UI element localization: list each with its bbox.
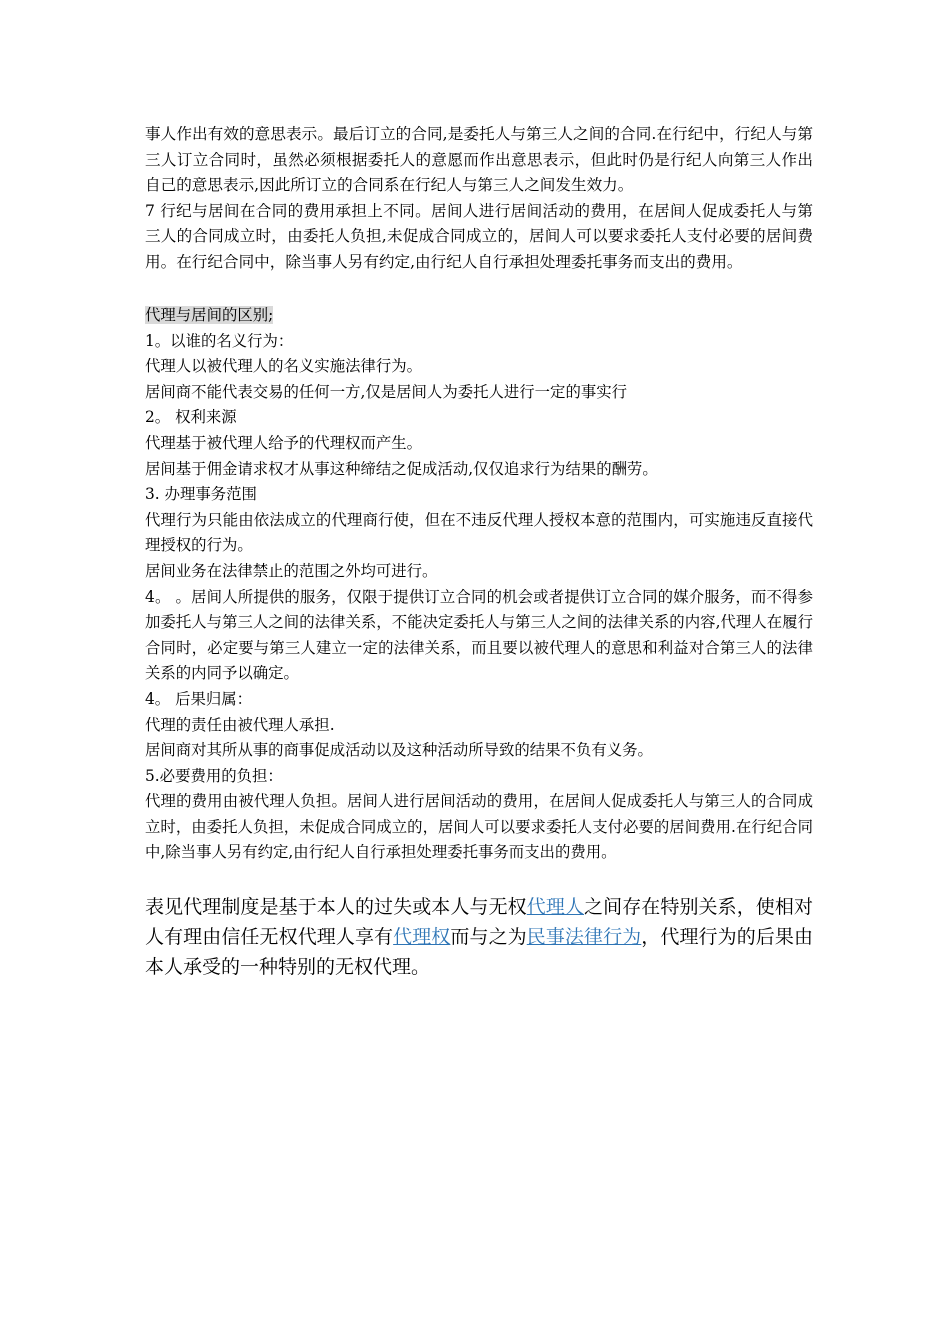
link-civil-juristic-act[interactable]: 民事法律行为 [526,926,642,949]
item-title-4: 4。 后果归属： [145,689,253,708]
intro-paragraphs [145,122,813,275]
apparent-agency-paragraph [145,892,813,982]
section-heading [145,303,813,329]
item-text: 代理的费用由被代理人负担。居间人进行居间活动的费用，在居间人促成委托人与第三人的合同成立时，由委托人负担，未促成合同成立的，居间人可以要求委托人支付必要的居间费用.在行纪合同中,除当事人另有约定,由行纪人自行承担处理委托事务而支出的费用。 [145,792,813,862]
document-page [145,122,813,982]
agency-vs-brokerage-section [145,303,813,866]
paragraph-cost-bearing: 7 行纪与居间在合同的费用承担上不同。居间人进行居间活动的费用，在居间人促成委托人与第三人的合同成立时，由委托人负担,未促成合同成立的，居间人可以要求委托人支付必要的居间费用。在行纪合同中，除当事人另有约定,由行纪人自行承担处理委托事务而支出的费用。 [145,201,813,271]
link-agent[interactable]: 代理人 [526,896,585,919]
item-text: 居间业务在法律禁止的范围之外均可进行。 [145,561,438,580]
item-title-5: 5.必要费用的负担： [145,766,283,785]
item-title-1: 1。以谁的名义行为： [145,331,294,350]
link-agency-right[interactable]: 代理权 [393,926,451,949]
item-text: 居间商对其所从事的商事促成活动以及这种活动所导致的结果不负有义务。 [145,741,653,760]
text-run: ，代理行为的后果由本人承受的一种特别的无权代理。 [145,926,813,979]
item-text: 4。 。居间人所提供的服务，仅限于提供订立合同的机会或者提供订立合同的媒介服务，而不得参加委托人与第三人之间的法律关系，不能决定委托人与第三人之间的法律关系的内容,代理人在履行合同时，必定要与第三人建立一定的法律关系，而且要以被代理人的意思和利益对合第三人的法律关系的内同予以确定。 [145,587,813,683]
item-text: 居间基于佣金请求权才从事这种缔结之促成活动,仅仅追求行为结果的酬劳。 [145,459,658,478]
item-text: 代理的责任由被代理人承担. [145,715,335,734]
item-text: 居间商不能代表交易的任何一方,仅是居间人为委托人进行一定的事实行 [145,382,628,401]
heading-highlight: 代理与居间的区别; [145,306,274,324]
item-title-2: 2。 权利来源 [145,408,237,427]
item-text: 代理人以被代理人的名义实施法律行为。 [145,357,423,376]
apparent-agency-section [145,892,813,982]
text-run: 表见代理制度是基于本人的过失或本人与无权 [145,896,527,919]
paragraph-commission-contract: 事人作出有效的意思表示。最后订立的合同,是委托人与第三人之间的合同.在行纪中，行纪人与第三人订立合同时，虽然必须根据委托人的意愿而作出意思表示，但此时仍是行纪人向第三人作出自己的意思表示,因此所订立的合同系在行纪人与第三人之间发生效力。 [145,125,813,194]
item-text: 代理行为只能由依法成立的代理商行使，但在不违反代理人授权本意的范围内，可实施违反直接代理授权的行为。 [145,510,813,555]
text-run: 之间存在特别关系，使相对人有理由信任无权代理人享有 [145,896,813,949]
text-run: 而与之为 [450,926,527,949]
item-text: 代理基于被代理人给予的代理权而产生。 [145,433,423,452]
item-title-3: 3. 办理事务范围 [145,485,257,504]
